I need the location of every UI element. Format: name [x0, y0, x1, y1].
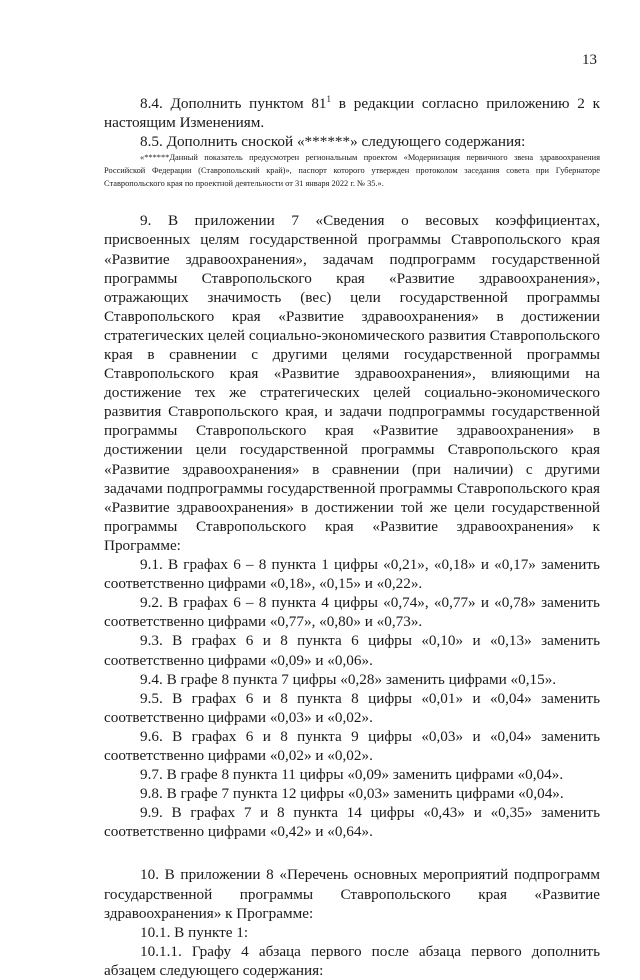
paragraph-9-7: 9.7. В графе 8 пункта 11 цифры «0,09» заменить цифрами «0,04». — [140, 766, 564, 784]
paragraph-8-4-superscript: 1 — [326, 94, 332, 104]
paragraph-9-9: 9.9. В графах 7 и 8 пункта 14 цифры «0,43» и «0,35» заменить соответственно цифрами «0,42» и «0,64». — [104, 804, 600, 841]
paragraph-9: 9. В приложении 7 «Сведения о весовых коэффициентах, присвоенных целям государственной программы Ставропольского края «Развитие здравоохранения», задачам подпрограмм государственной программы Ставропольского края «Развитие здравоохранения», отражающих значимость (вес) цели государственной программы Ставропольского края «Развитие здравоохранения» в достижении стратегических целей социально-экономического развития Ставропольского края в сравнении с другими целями государственной программы Ставропольского края «Развитие здравоохранения», влияющими на достижение тех же стратегических целей социально-экономического развития Ставропольского края, и задачи подпрограммы государственной программы Ставропольского края «Развитие здравоохранения» в достижении цели государственной программы Ставропольского края «Развитие здравоохранения» в сравнении (при наличии) с другими задачами подпрограммы государственной программы Ставропольского края «Развитие здравоохранения» в достижении той же цели государственной программы Ставропольского края «Развитие здравоохранения» к Программе: — [104, 212, 600, 554]
paragraph-10: 10. В приложении 8 «Перечень основных мероприятий подпрограмм государственной программы Ставропольского края «Развитие здравоохранения» к Программе: — [104, 866, 600, 922]
paragraph-8-5: 8.5. Дополнить сноской «******» следующего содержания: — [140, 133, 526, 151]
paragraph-8-4-text: 8.4. Дополнить пунктом 81 — [140, 95, 327, 113]
paragraph-9-4: 9.4. В графе 8 пункта 7 цифры «0,28» заменить цифрами «0,15». — [140, 670, 557, 688]
footnote-text: «******Данный показатель предусмотрен региональным проектом «Модернизация первичного звена здравоохранения Российской Федерации (Ставропольский край)», паспорт которого утвержден протоколом заседания совета при Губернаторе Ставропольского края по проектной деятельности от 31 января 2022 г. № 35.». — [104, 153, 600, 189]
paragraph-8-4 — [104, 90, 600, 132]
paragraph-9-1: 9.1. В графах 6 – 8 пункта 1 цифры «0,21», «0,18» и «0,17» заменить соответственно цифрами «0,18», «0,15» и «0,22». — [104, 556, 600, 593]
paragraph-9-8: 9.8. В графе 7 пункта 12 цифры «0,03» заменить цифрами «0,04». — [140, 785, 564, 803]
paragraph-8-4-rest: в редакции согласно приложению 2 к настоящим Изменениям. — [104, 95, 600, 132]
paragraph-10-1-1: 10.1.1. Графу 4 абзаца первого после абзаца первого дополнить абзацем следующего содержания: — [104, 942, 600, 979]
paragraph-10-1: 10.1. В пункте 1: — [140, 923, 249, 941]
page-number: 13 — [582, 52, 597, 68]
paragraph-9-6: 9.6. В графах 6 и 8 пункта 9 цифры «0,03» и «0,04» заменить соответственно цифрами «0,02» и «0,02». — [104, 727, 600, 764]
paragraph-9-5: 9.5. В графах 6 и 8 пункта 8 цифры «0,01» и «0,04» заменить соответственно цифрами «0,03» и «0,02». — [104, 689, 600, 726]
paragraph-9-2: 9.2. В графах 6 – 8 пункта 4 цифры «0,74», «0,77» и «0,78» заменить соответственно цифрами «0,77», «0,80» и «0,73». — [104, 594, 600, 631]
document-body — [104, 90, 600, 980]
paragraph-9-3: 9.3. В графах 6 и 8 пункта 6 цифры «0,10» и «0,13» заменить соответственно цифрами «0,09» и «0,06». — [104, 632, 600, 669]
